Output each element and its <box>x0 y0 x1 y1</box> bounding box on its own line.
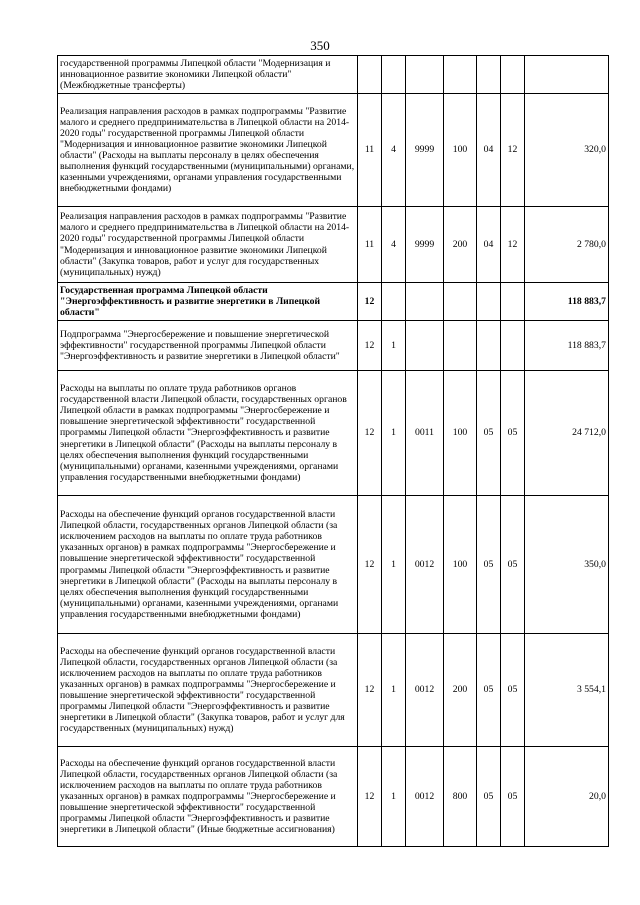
row-description: Государственная программа Липецкой области "Энергоэффективность и развитие энергетики в Липецкой области" <box>58 283 358 321</box>
code-direction: 0011 <box>406 371 444 496</box>
code-subsection: 12 <box>501 94 525 207</box>
code-chapter: 05 <box>477 634 501 747</box>
code-subsection: 05 <box>501 371 525 496</box>
code-direction: 9999 <box>406 207 444 283</box>
code-expense-type: 100 <box>444 496 477 634</box>
code-chapter: 04 <box>477 207 501 283</box>
code-direction <box>406 56 444 94</box>
code-subprogram: 1 <box>382 634 406 747</box>
code-subprogram <box>382 56 406 94</box>
code-subprogram: 4 <box>382 94 406 207</box>
code-expense-type <box>444 56 477 94</box>
code-section: 12 <box>358 747 382 847</box>
row-amount: 350,0 <box>525 496 609 634</box>
row-amount: 3 554,1 <box>525 634 609 747</box>
code-direction: 0012 <box>406 634 444 747</box>
table-row <box>58 496 609 634</box>
row-amount: 20,0 <box>525 747 609 847</box>
table-row <box>58 283 609 321</box>
code-expense-type <box>444 321 477 371</box>
code-chapter <box>477 56 501 94</box>
row-amount: 118 883,7 <box>525 283 609 321</box>
code-section: 12 <box>358 371 382 496</box>
table-row <box>58 94 609 207</box>
code-expense-type: 200 <box>444 634 477 747</box>
code-subsection <box>501 56 525 94</box>
code-section: 12 <box>358 634 382 747</box>
code-expense-type <box>444 283 477 321</box>
code-subprogram: 4 <box>382 207 406 283</box>
code-subprogram: 1 <box>382 496 406 634</box>
code-section: 11 <box>358 207 382 283</box>
table-row <box>58 321 609 371</box>
code-section: 12 <box>358 321 382 371</box>
table-row <box>58 371 609 496</box>
code-expense-type: 200 <box>444 207 477 283</box>
code-expense-type: 800 <box>444 747 477 847</box>
code-direction: 0012 <box>406 496 444 634</box>
code-subprogram: 1 <box>382 371 406 496</box>
row-description: Расходы на выплаты по оплате труда работников органов государственной власти Липецкой области, государственных органов Липецкой области в рамках подпрограммы "Энергосбережение и повышение энергетической эффективности" государственной программы Липецкой области "Энергоэффективность и развитие энергетики в Липецкой области" (Расходы на выплаты персоналу в целях обеспечения выполнения функций государственными (муниципальными) органами, казенными учреждениями, органами управления государственными внебюджетными фондами) <box>58 371 358 496</box>
row-description: Подпрограмма "Энергосбережение и повышение энергетической эффективности" государственной программы Липецкой области "Энергоэффективность и развитие энергетики в Липецкой области" <box>58 321 358 371</box>
code-subprogram <box>382 283 406 321</box>
row-amount: 320,0 <box>525 94 609 207</box>
code-subsection: 12 <box>501 207 525 283</box>
row-description: государственной программы Липецкой области "Модернизация и инновационное развитие экономики Липецкой области" (Межбюджетные трансферты) <box>58 56 358 94</box>
row-description: Реализация направления расходов в рамках подпрограммы "Развитие малого и среднего предпринимательства в Липецкой области на 2014-2020 годы" государственной программы Липецкой области "Модернизация и инновационное развитие экономики Липецкой области" (Закупка товаров, работ и услуг для государственных (муниципальных) нужд) <box>58 207 358 283</box>
code-chapter: 05 <box>477 747 501 847</box>
budget-table-body <box>58 56 609 847</box>
row-amount <box>525 56 609 94</box>
code-subsection: 05 <box>501 496 525 634</box>
code-subsection <box>501 321 525 371</box>
code-subprogram: 1 <box>382 321 406 371</box>
code-section: 11 <box>358 94 382 207</box>
table-row <box>58 634 609 747</box>
code-chapter <box>477 321 501 371</box>
row-amount: 118 883,7 <box>525 321 609 371</box>
code-chapter: 05 <box>477 371 501 496</box>
row-description: Реализация направления расходов в рамках подпрограммы "Развитие малого и среднего предпринимательства в Липецкой области на 2014-2020 годы" государственной программы Липецкой области "Модернизация и инновационное развитие экономики Липецкой области" (Расходы на выплаты персоналу в целях обеспечения выполнения функций государственными (муниципальными) органами, казенными учреждениями, органами управления государственными внебюджетными фондами) <box>58 94 358 207</box>
code-subsection <box>501 283 525 321</box>
code-chapter <box>477 283 501 321</box>
row-amount: 2 780,0 <box>525 207 609 283</box>
table-row <box>58 747 609 847</box>
code-section: 12 <box>358 496 382 634</box>
code-chapter: 05 <box>477 496 501 634</box>
table-row <box>58 56 609 94</box>
code-direction <box>406 283 444 321</box>
row-description: Расходы на обеспечение функций органов государственной власти Липецкой области, государственных органов Липецкой области (за исключением расходов на выплаты по оплате труда работников указанных органов) в рамках подпрограммы "Энергосбережение и повышение энергетической эффективности" государственной программы Липецкой области "Энергоэффективность и развитие энергетики в Липецкой области" (Расходы на выплаты персоналу в целях обеспечения выполнения функций государственными (муниципальными) органами, казенными учреждениями, органами управления государственными внебюджетными фондами) <box>58 496 358 634</box>
code-direction: 0012 <box>406 747 444 847</box>
table-row <box>58 207 609 283</box>
code-subsection: 05 <box>501 634 525 747</box>
page-number: 350 <box>310 38 330 53</box>
code-section <box>358 56 382 94</box>
code-expense-type: 100 <box>444 371 477 496</box>
code-direction <box>406 321 444 371</box>
code-expense-type: 100 <box>444 94 477 207</box>
code-subsection: 05 <box>501 747 525 847</box>
code-subprogram: 1 <box>382 747 406 847</box>
budget-table <box>57 55 609 847</box>
code-chapter: 04 <box>477 94 501 207</box>
row-description: Расходы на обеспечение функций органов государственной власти Липецкой области, государственных органов Липецкой области (за исключением расходов на выплаты по оплате труда работников указанных органов) в рамках подпрограммы "Энергосбережение и повышение энергетической эффективности" государственной программы Липецкой области "Энергоэффективность и развитие энергетики в Липецкой области" (Закупка товаров, работ и услуг для государственных (муниципальных) нужд) <box>58 634 358 747</box>
row-description: Расходы на обеспечение функций органов государственной власти Липецкой области, государственных органов Липецкой области (за исключением расходов на выплаты по оплате труда работников указанных органов) в рамках подпрограммы "Энергосбережение и повышение энергетической эффективности" государственной программы Липецкой области "Энергоэффективность и развитие энергетики в Липецкой области" (Иные бюджетные ассигнования) <box>58 747 358 847</box>
code-section: 12 <box>358 283 382 321</box>
row-amount: 24 712,0 <box>525 371 609 496</box>
code-direction: 9999 <box>406 94 444 207</box>
